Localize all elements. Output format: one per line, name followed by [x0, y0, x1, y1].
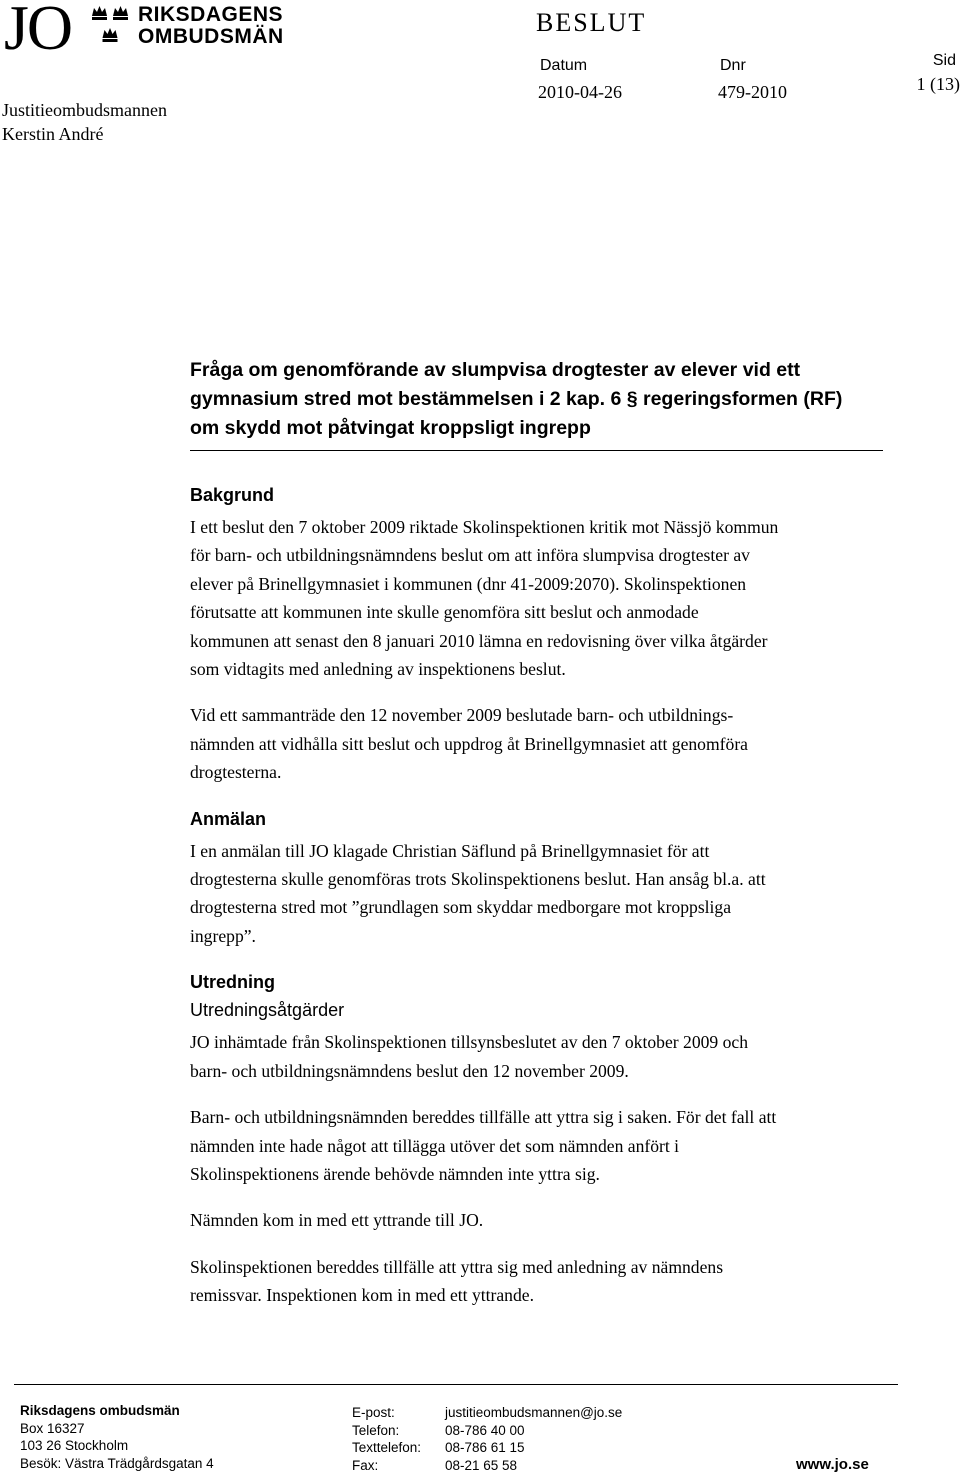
paragraph [190, 1103, 890, 1188]
page-label: Sid [932, 52, 956, 69]
footer-email-row [352, 1404, 622, 1422]
email-value[interactable]: justitieombudsmannen@jo.se [445, 1405, 623, 1420]
text-line: för barn- och utbildningsnämndens beslut om att införa slumpvisa drogtester av [190, 545, 750, 566]
textphone-label: Texttelefon: [352, 1440, 422, 1455]
text-line: barn- och utbildningsnämndens beslut den 12 november 2009. [190, 1060, 629, 1081]
footer-divider [14, 1384, 898, 1385]
case-number-value: 479-2010 [718, 82, 787, 102]
logo-org-line1: RIKSDAGENS [138, 3, 284, 26]
text-line: Skolinspektionen bereddes tillfälle att yttra sig med anledning av nämndens [190, 1256, 724, 1277]
title-divider [190, 450, 883, 451]
text-line: remissvar. Inspektionen kom in med ett yttrande. [190, 1285, 534, 1306]
title-line: Fråga om genomförande av slumpvisa drogtester av elever vid ett [190, 359, 801, 381]
phone-label: Telefon: [352, 1422, 400, 1438]
text-line: drogtesterna stred mot ”grundlagen som skyddar medborgare mot kroppsliga [190, 897, 732, 918]
page-value: 1 (13) [916, 74, 960, 94]
text-line: Skolinspektionens ärende behövde nämnden inte yttra sig. [190, 1163, 600, 1184]
footer-textphone-row [352, 1439, 622, 1457]
title-line: om skydd mot påtvingat kroppsligt ingrepp [190, 417, 591, 439]
footer-address [20, 1402, 214, 1472]
email-label: E-post: [352, 1405, 395, 1420]
phone-value: 08-786 40 00 [445, 1422, 525, 1438]
text-line: Nämnden kom in med ett yttrande till JO. [190, 1210, 484, 1231]
footer-phone-row [352, 1422, 622, 1440]
text-line: drogtesterna skulle genomföras trots Skolinspektionens beslut. Han ansåg bl.a. att [190, 869, 766, 890]
footer-org-name: Riksdagens ombudsmän [20, 1403, 180, 1418]
document-body [190, 483, 890, 1328]
text-line: nämnden inte hade något att tillägga utöver det som nämnden anfört i [190, 1135, 680, 1156]
text-line: ingrepp”. [190, 925, 256, 946]
logo-org-line2: OMBUDSMÄN [138, 25, 284, 48]
official-name: Kerstin André [2, 124, 104, 144]
text-line: elever på Brinellgymnasiet i kommunen (dnr 41-2009:2070). Skolinspektionen [190, 573, 747, 594]
text-line: I en anmälan till JO klagade Christian Säflund på Brinellgymnasiet för att [190, 840, 710, 861]
footer-box: Box 16327 [20, 1420, 85, 1436]
paragraph [190, 1253, 890, 1310]
section-heading-anmalan: Anmälan [190, 808, 267, 829]
text-line: I ett beslut den 7 oktober 2009 riktade Skolinspektionen kritik mot Nässjö kommun [190, 517, 779, 537]
paragraph [190, 513, 890, 683]
website-link[interactable]: www.jo.se [796, 1456, 869, 1473]
fax-value: 08-21 65 58 [445, 1457, 518, 1473]
title-line: gymnasium stred mot bestämmelsen i 2 kap. 6 § regeringsformen (RF) [190, 388, 843, 410]
decision-title [190, 356, 870, 443]
subsection-heading-utredningsatgarder: Utredningsåtgärder [190, 1000, 345, 1021]
footer-fax-row [352, 1457, 622, 1474]
case-number-label: Dnr [720, 57, 746, 74]
crowns-icon [88, 2, 132, 50]
footer-contact [352, 1404, 622, 1474]
text-line: JO inhämtade från Skolinspektionen tillsynsbeslutet av den 7 oktober 2009 och [190, 1032, 749, 1053]
footer-postal: 103 26 Stockholm [20, 1438, 129, 1453]
date-label: Datum [540, 57, 588, 74]
text-line: Barn- och utbildningsnämnden bereddes tillfälle att yttra sig i saken. För det fall att [190, 1107, 777, 1128]
paragraph [190, 1206, 890, 1234]
paragraph [190, 1028, 890, 1085]
paragraph [190, 837, 890, 951]
text-line: kommunen att senast den 8 januari 2010 lämna en redovisning över vilka åtgärder [190, 630, 768, 651]
text-line: nämnden att vidhålla sitt beslut och uppdrog åt Brinellgymnasiet att genomföra [190, 733, 748, 754]
text-line: drogtesterna. [190, 762, 282, 783]
paragraph [190, 701, 890, 786]
document-type: BESLUT [536, 8, 647, 37]
fax-label: Fax: [352, 1457, 379, 1473]
text-line: som vidtagits med anledning av inspektionens beslut. [190, 659, 566, 680]
section-heading-bakgrund: Bakgrund [190, 485, 275, 505]
official-title: Justitieombudsmannen [2, 100, 167, 120]
text-line: förutsatte att kommunen inte skulle genomföra sitt beslut och anmodade [190, 602, 699, 623]
text-line: Vid ett sammanträde den 12 november 2009 beslutade barn- och utbildnings- [190, 705, 734, 726]
footer-visit-address: Besök: Västra Trädgårdsgatan 4 [20, 1455, 214, 1471]
official-block [2, 98, 167, 146]
section-heading-utredning: Utredning [190, 972, 275, 993]
textphone-value: 08-786 61 15 [445, 1440, 525, 1455]
jo-logo-mark: JO [4, 0, 72, 63]
logo-org-name [138, 4, 284, 48]
date-value: 2010-04-26 [538, 82, 622, 102]
